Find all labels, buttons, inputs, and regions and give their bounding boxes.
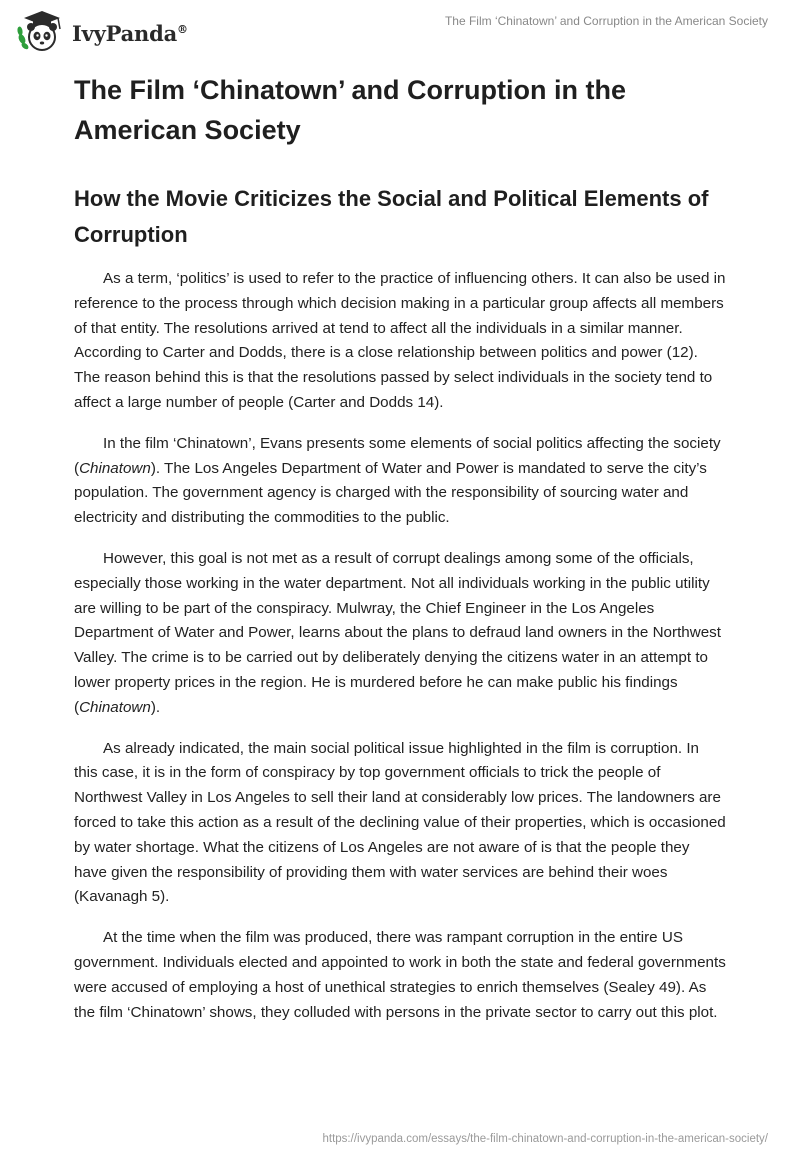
panda-graduate-logo-icon (14, 9, 66, 53)
running-title: The Film ‘Chinatown’ and Corruption in the American Society (444, 14, 768, 28)
source-url[interactable]: https://ivypanda.com/essays/the-film-chinatown-and-corruption-in-the-american-society/ (322, 1133, 768, 1145)
paragraph-3: However, this goal is not met as a result of corrupt dealings among some of the officials, especially those working in the water department. Not all individuals working in the public utility are willing to be part of the conspiracy. Mulwray, the Chief Engineer in the Los Angeles Department of Water and Power, learns about the plans to defraud land owners in the Northwest Valley. The crime is to be carried out by deliberately denying the citizens water in an attempt to lower property prices in the region. He is murdered before he can make public his findings (Chinatown). (74, 549, 721, 716)
paragraph-5: At the time when the film was produced, there was rampant corruption in the entire US government. Individuals elected and appointed to work in both the state and federal governments were accused of employing a host of unethical strategies to enrich themselves (Sealey 49). As the film ‘Chinatown’ shows, they colluded with persons in the private sector to carry out this plot. (74, 929, 726, 1021)
film-title-citation: Chinatown (79, 459, 151, 477)
ivypanda-logo[interactable] (14, 9, 188, 53)
paragraph-2: In the film ‘Chinatown’, Evans presents some elements of social politics affecting the society (Chinatown). The Los Angeles Department of Water and Power is mandated to serve the city’s population. The government agency is charged with the responsibility of sourcing water and electricity and distributing the commodities to the public. (74, 434, 721, 527)
paragraph-1: As a term, ‘politics’ is used to refer to the practice of influencing others. It can also be used in reference to the process through which decision making in a particular group affects all members of that entity. The resolutions arrived at tend to affect all the individuals in a similar manner. According to Carter and Dodds, there is a close relationship between politics and power (12). The reason behind this is that the resolutions passed by select individuals in the society tend to affect a large number of people (Carter and Dodds 14). (74, 270, 726, 411)
paragraph-4: As already indicated, the main social political issue highlighted in the film is corruption. In this case, it is in the form of conspiracy by top government officials to trick the people of Northwest Valley in Los Angeles to sell their land at considerably low prices. The landowners are forced to take this action as a result of the declining value of their properties, which is occasioned by water shortage. What the citizens of Los Angeles are not aware of is that the people they have given the responsibility of providing them with water services are behind their woes (Kavanagh 5). (74, 739, 726, 906)
brand-name: IvyPanda® (72, 20, 188, 46)
page-title: The Film ‘Chinatown’ and Corruption in the American Society (74, 75, 626, 145)
film-title-citation: Chinatown (79, 698, 151, 716)
article (74, 70, 726, 1025)
page-header (0, 0, 800, 62)
section-heading: How the Movie Criticizes the Social and Political Elements of Corruption (74, 186, 709, 247)
